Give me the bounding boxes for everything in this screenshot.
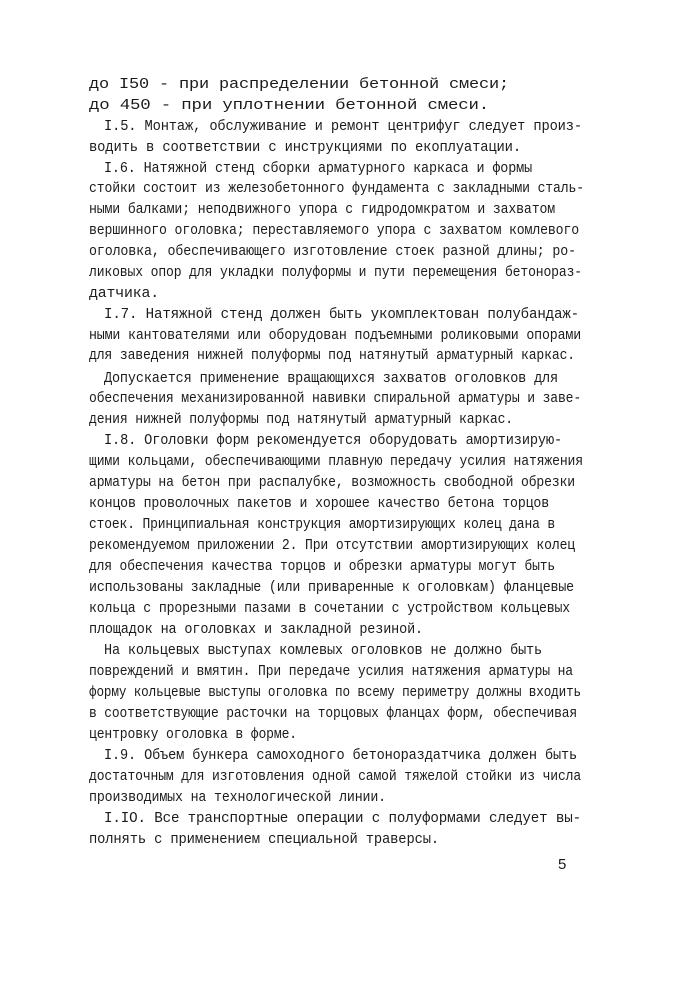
text-line: На кольцевых выступах комлевых оголовков не должно быть — [104, 643, 542, 659]
text-line: I.9. Объем бункера самоходного бетонораздатчика должен быть — [104, 748, 578, 764]
text-line: для заведения нижней полуформы под натянутый арматурный каркас. — [89, 348, 576, 364]
text-line: щими кольцами, обеспечивающими плавную передачу усилия натяжения — [89, 454, 583, 470]
text-line: площадок на оголовках и закладной резиной. — [89, 622, 423, 638]
text-line: I.IO. Все транспортные операции с полуформами следует вы- — [104, 811, 582, 827]
text-line: производимых на технологической линии. — [89, 790, 387, 806]
text-line: рекомендуемом приложении 2. При отсутствии амортизирующих колец — [89, 538, 576, 554]
text-line: до I50 - при распределении бетонной смеси; — [89, 77, 509, 93]
text-line: стойки состоит из железобетонного фундамента с закладными сталь- — [89, 181, 584, 197]
text-line: полнять с применением специальной траверсы. — [89, 832, 440, 848]
text-line: использованы закладные (или приваренные к оголовкам) фланцевые — [89, 580, 575, 596]
page-number: 5 — [558, 856, 567, 873]
text-line: арматуры на бетон при распалубке, возможность свободной обрезки — [89, 475, 576, 491]
text-line: I.6. Натяжной стенд сборки арматурного каркаса и формы — [104, 161, 533, 177]
text-line: I.5. Монтаж, обслуживание и ремонт центрифуг следует произ- — [104, 119, 582, 135]
text-line: водить в соответствии с инструкциями по екоплуатации. — [89, 140, 521, 156]
text-line: форму кольцевые выступы оголовка по всему периметру должны входить — [89, 685, 581, 701]
text-line: концов проволочных пакетов и хорошее качество бетона торцов — [89, 496, 550, 512]
text-line: достаточным для изготовления одной самой тяжелой стойки из числа — [89, 769, 582, 785]
text-line: обеспечения механизированной навивки спиральной арматуры и заве- — [89, 391, 582, 407]
text-line: I.8. Оголовки форм рекомендуется оборудовать амортизирую- — [104, 433, 563, 449]
text-line: для обеспечения качества торцов и обрезки арматуры могут быть — [89, 559, 556, 575]
text-line: стоек. Принципиальная конструкция амортизирующих колец дана в — [89, 517, 556, 533]
text-line: Допускается применение вращающихся захватов оголовков для — [104, 371, 558, 387]
text-line: оголовка, обеспечивающего изготовление стоек разной длины; ро- — [89, 244, 576, 260]
text-line: дения нижней полуформы под натянутый арматурный каркас. — [89, 412, 514, 428]
text-line: в соответствующие расточки на торцовых фланцах форм, обеспечивая — [89, 706, 577, 722]
text-line: ликовых опор для укладки полуформы и пути перемещения бетонораз- — [89, 265, 583, 281]
text-line: датчика. — [89, 286, 159, 302]
text-line: I.7. Натяжной стенд должен быть укомплектован полубандаж- — [104, 307, 579, 323]
text-line: ными балками; неподвижного упора с гидродомкратом и захватом — [89, 202, 556, 218]
text-line: ными кантователями или оборудован подъемными роликовыми опорами — [89, 328, 582, 344]
text-line: повреждений и вмятин. При передаче усилия натяжения арматуры на — [89, 664, 573, 680]
text-line: кольца с прорезными пазами в сочетании с устройством кольцевых — [89, 601, 571, 617]
text-line: вершинного оголовка; переставляемого упора с захватом комлевого — [89, 223, 580, 239]
text-line: центровку оголовка в форме. — [89, 727, 297, 743]
text-line: до 450 - при уплотнении бетонной смеси. — [89, 98, 489, 114]
